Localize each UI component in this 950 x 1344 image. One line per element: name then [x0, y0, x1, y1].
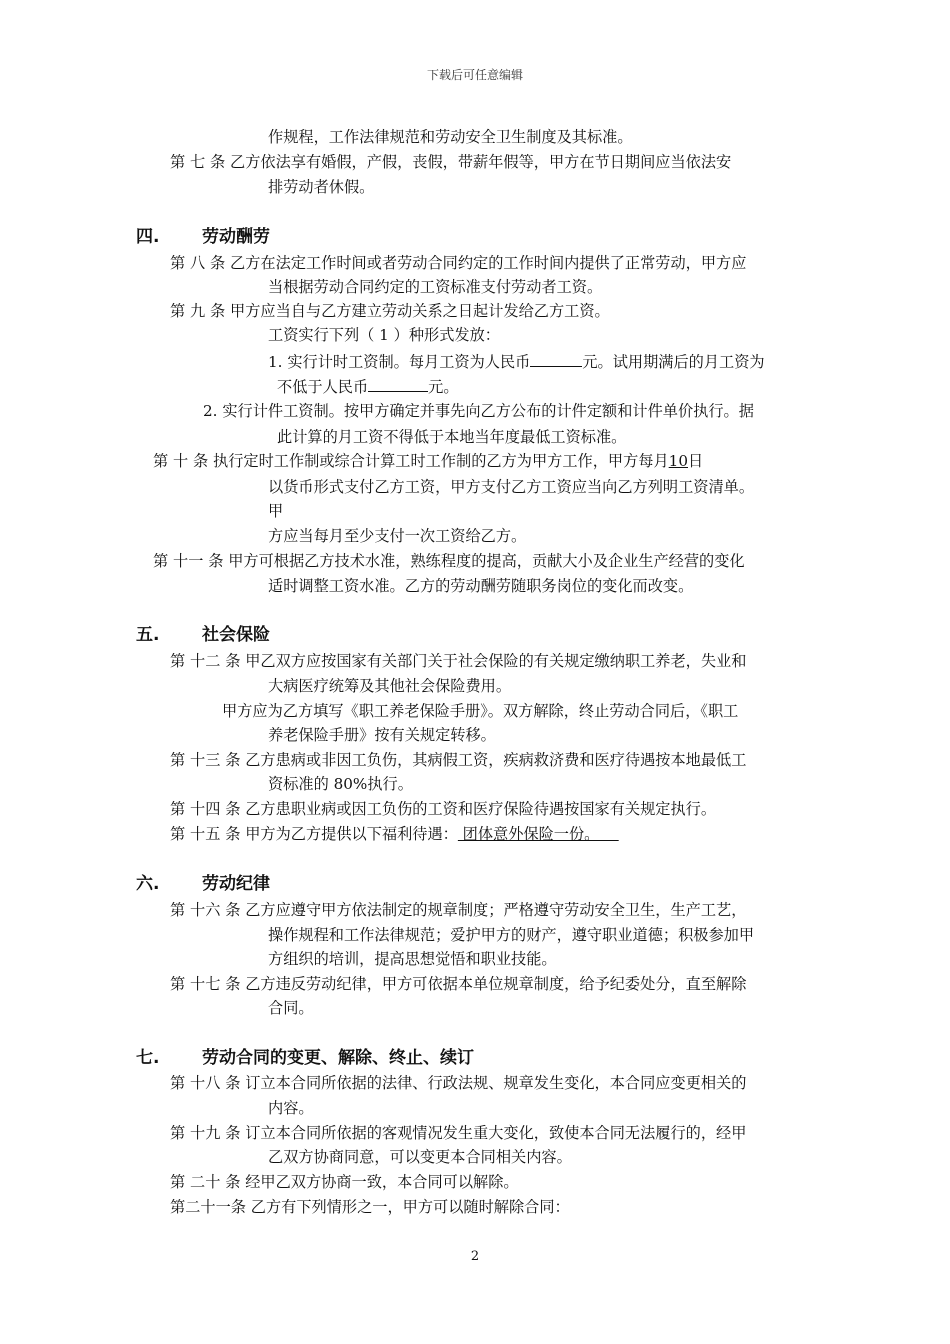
- text-line: 适时调整工资水准。乙方的劳动酬劳随职务岗位的变化而改变。: [268, 577, 694, 595]
- section-title: 社会保险: [202, 625, 270, 645]
- text-line: 工资实行下列（ 1 ）种形式发放：: [268, 326, 500, 344]
- text-line: 此计算的月工资不得低于本地当年度最低工资标准。: [277, 428, 627, 446]
- article-13: 第 十三 条 乙方患病或非因工负伤，其病假工资，疾病救济费和医疗待遇按本地最低工: [170, 751, 747, 769]
- text-line: [277, 376, 459, 397]
- article-9: 第 九 条 甲方应当自与乙方建立劳动关系之日起计发给乙方工资。: [170, 302, 610, 320]
- text-segment: 日: [688, 452, 704, 470]
- text-segment: 元。试用期满后的月工资为: [582, 353, 765, 371]
- section-heading-4: [136, 226, 270, 248]
- benefit-fill: 团体意外保险一份。: [457, 825, 619, 843]
- section-heading-6: [136, 873, 270, 895]
- article-16: 第 十六 条 乙方应遵守甲方依法制定的规章制度；严格遵守劳动安全卫生，生产工艺，: [170, 901, 747, 919]
- page-number: 2: [470, 1249, 480, 1264]
- salary-option-2: 2. 实行计件工资制。按甲方确定并事先向乙方公布的计件定额和计件单价执行。据: [203, 402, 754, 420]
- text-segment: 第 十 条 执行定时工作制或综合计算工时工作制的乙方为甲方工作，甲方每月: [153, 452, 669, 470]
- text-line: 内容。: [268, 1099, 314, 1117]
- article-8: 第 八 条 乙方在法定工作时间或者劳动合同约定的工作时间内提供了正常劳动，甲方应: [170, 254, 747, 272]
- article-11: 第 十一 条 甲方可根据乙方技术水准，熟练程度的提高，贡献大小及企业生产经营的变化: [153, 552, 745, 570]
- text-line: 方组织的培训，提高思想觉悟和职业技能。: [268, 950, 557, 968]
- fill-blank: [368, 376, 428, 392]
- article-20: 第 二十 条 经甲乙双方协商一致，本合同可以解除。: [170, 1173, 519, 1191]
- text-line: 以货币形式支付乙方工资，甲方支付乙方工资应当向乙方列明工资清单。: [268, 478, 754, 496]
- text-line: 作规程，工作法律规范和劳动安全卫生制度及其标准。: [268, 128, 633, 146]
- section-number: 七.: [136, 1048, 160, 1068]
- article-14: 第 十四 条 乙方患职业病或因工负伤的工资和医疗保险待遇按国家有关规定执行。: [170, 800, 717, 818]
- article-21: 第二十一条 乙方有下列情形之一，甲方可以随时解除合同：: [170, 1198, 570, 1216]
- article-7: 第 七 条 乙方依法享有婚假，产假，丧假，带薪年假等，甲方在节日期间应当依法安: [170, 153, 732, 171]
- text-line: 甲: [268, 502, 284, 520]
- text-line: 排劳动者休假。: [268, 178, 375, 196]
- section-title: 劳动酬劳: [202, 227, 270, 247]
- text-line: 大病医疗统筹及其他社会保险费用。: [268, 677, 511, 695]
- text-segment: 第 十五 条 甲方为乙方提供以下福利待遇：: [170, 825, 458, 843]
- text-line: 资标准的 80%执行。: [268, 775, 413, 793]
- text-line: 合同。: [268, 999, 314, 1017]
- text-segment: 不低于人民币: [277, 378, 369, 396]
- section-title: 劳动合同的变更、解除、终止、续订: [202, 1048, 474, 1068]
- section-title: 劳动纪律: [202, 874, 270, 894]
- text-line: 乙双方协商同意，可以变更本合同相关内容。: [268, 1148, 572, 1166]
- article-17: 第 十七 条 乙方违反劳动纪律，甲方可依据本单位规章制度，给予纪委处分，直至解除: [170, 975, 747, 993]
- text-line: 当根据劳动合同约定的工资标准支付劳动者工资。: [268, 278, 603, 296]
- page-header: 下载后可任意编辑: [426, 68, 523, 82]
- text-line: 操作规程和工作法律规范；爱护甲方的财产，遵守职业道德；积极参加甲: [268, 926, 754, 944]
- text-segment: 1. 实行计时工资制。每月工资为人民币: [268, 353, 531, 371]
- text-line: 甲方应为乙方填写《职工养老保险手册》。双方解除，终止劳动合同后，《职工: [222, 702, 739, 720]
- fill-blank: [530, 351, 582, 367]
- article-15: [170, 824, 619, 844]
- text-segment: 元。: [428, 378, 459, 396]
- article-18: 第 十八 条 订立本合同所依据的法律、行政法规、规章发生变化，本合同应变更相关的: [170, 1074, 747, 1092]
- section-number: 四.: [136, 227, 160, 247]
- section-heading-7: [136, 1047, 474, 1069]
- article-10: [153, 451, 703, 471]
- salary-option-1: [268, 351, 765, 372]
- article-19: 第 十九 条 订立本合同所依据的客观情况发生重大变化，致使本合同无法履行的，经甲: [170, 1124, 747, 1142]
- pay-day: 10: [668, 452, 688, 470]
- text-line: 养老保险手册》按有关规定转移。: [268, 726, 496, 744]
- section-heading-5: [136, 624, 270, 646]
- text-line: 方应当每月至少支付一次工资给乙方。: [268, 527, 527, 545]
- article-12: 第 十二 条 甲乙双方应按国家有关部门关于社会保险的有关规定缴纳职工养老，失业和: [170, 652, 747, 670]
- section-number: 五.: [136, 625, 160, 645]
- section-number: 六.: [136, 874, 160, 894]
